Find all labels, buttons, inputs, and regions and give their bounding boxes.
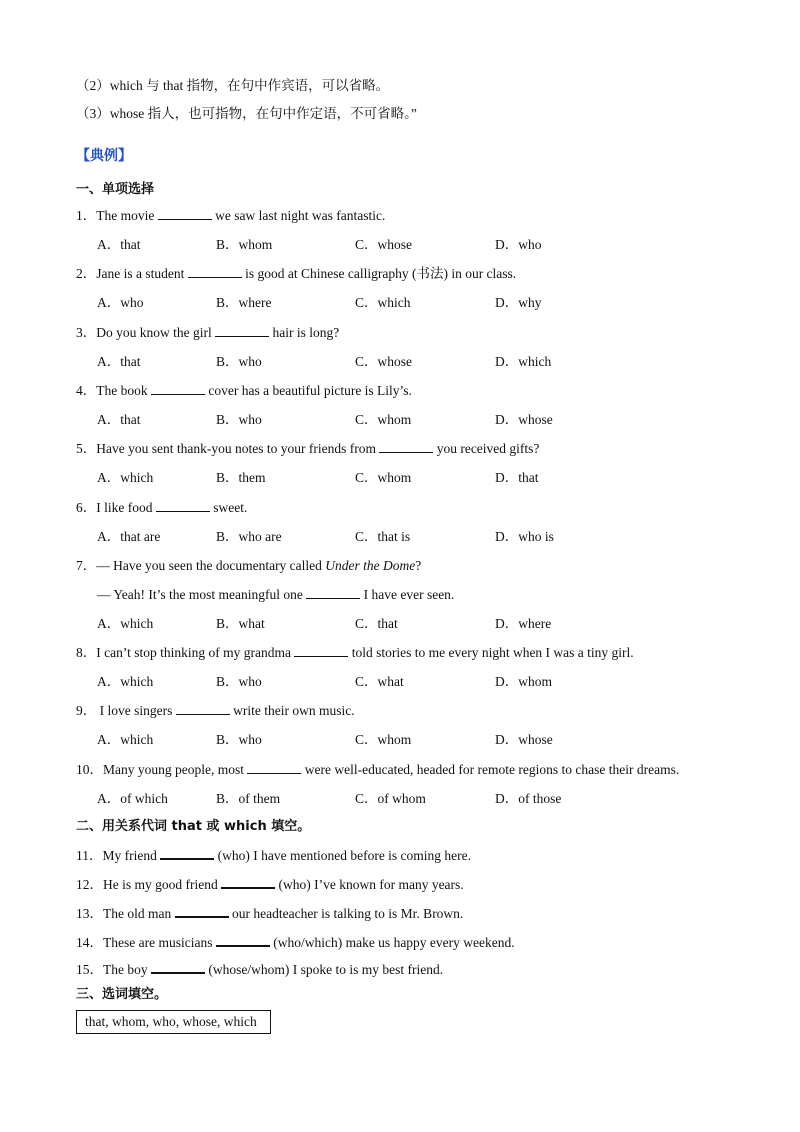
question-text: (who/which) make us happy every weekend. bbox=[269, 935, 515, 950]
option-a[interactable]: A．that bbox=[97, 411, 141, 427]
answer-blank[interactable] bbox=[176, 702, 230, 715]
question-number: 8． bbox=[76, 645, 97, 661]
option-c[interactable]: C．that is bbox=[355, 528, 411, 544]
question-stem bbox=[76, 702, 355, 720]
question-text: Do you know the girl bbox=[96, 324, 216, 340]
option-c[interactable]: C．whose bbox=[355, 237, 412, 252]
answer-blank[interactable] bbox=[188, 265, 242, 278]
question-text: Jane is a student bbox=[96, 266, 188, 282]
question-text: I have ever seen. bbox=[360, 586, 455, 602]
example-label: 【典例】 bbox=[76, 148, 132, 164]
question-number: 5． bbox=[76, 441, 97, 457]
question-text: My friend bbox=[102, 848, 161, 863]
italic-title: Under the Dome bbox=[325, 557, 416, 573]
question-number: 2． bbox=[76, 266, 97, 282]
option-d[interactable]: D．why bbox=[495, 295, 542, 311]
option-b[interactable]: B．what bbox=[216, 615, 265, 631]
question-text: The book bbox=[96, 382, 151, 398]
question-text: I love singers bbox=[96, 703, 176, 719]
option-d[interactable]: D．who is bbox=[495, 528, 554, 544]
fill-in-question bbox=[76, 904, 463, 923]
answer-blank[interactable] bbox=[160, 846, 214, 860]
question-text: hair is long? bbox=[269, 324, 340, 340]
question-stem bbox=[76, 557, 421, 575]
option-d[interactable]: D．that bbox=[495, 470, 539, 486]
question-text: The movie bbox=[96, 208, 158, 223]
question-text: (who) I have mentioned before is coming here. bbox=[214, 848, 472, 863]
answer-blank[interactable] bbox=[158, 207, 212, 220]
option-c[interactable]: C．whose bbox=[355, 353, 412, 369]
question-stem bbox=[76, 207, 385, 225]
question-stem bbox=[76, 382, 412, 400]
answer-blank[interactable] bbox=[379, 440, 433, 453]
option-b[interactable]: B．who bbox=[216, 411, 262, 427]
option-a[interactable]: A．which bbox=[97, 674, 154, 690]
fill-in-question bbox=[76, 960, 443, 979]
section-2-title: 二、用关系代词 that 或 which 填空。 bbox=[76, 819, 311, 834]
word-box: that, whom, who, whose, which bbox=[76, 1010, 271, 1034]
option-d[interactable]: D．whose bbox=[495, 411, 553, 427]
option-c[interactable]: C．of whom bbox=[355, 790, 426, 806]
question-text: our headteacher is talking to is Mr. Brown. bbox=[228, 906, 464, 921]
question-text: The old man bbox=[103, 906, 175, 921]
question-text: He is my good friend bbox=[103, 877, 222, 892]
question-number: 15． bbox=[76, 962, 103, 977]
question-number: 1． bbox=[76, 208, 97, 223]
option-a[interactable]: A．that are bbox=[97, 528, 161, 544]
option-b[interactable]: B．who bbox=[216, 353, 262, 369]
option-a[interactable]: A．that bbox=[97, 237, 141, 252]
question-stem bbox=[97, 586, 454, 604]
section-3-title: 三、选词填空。 bbox=[76, 987, 168, 1002]
option-b[interactable]: B．whom bbox=[216, 237, 273, 252]
option-a[interactable]: A．that bbox=[97, 353, 141, 369]
question-stem bbox=[76, 499, 247, 517]
question-number: 9． bbox=[76, 703, 97, 719]
question-text: told stories to me every night when I was a tiny girl. bbox=[348, 645, 634, 661]
question-text: (whose/whom) I spoke to is my best friend. bbox=[205, 962, 444, 977]
option-c[interactable]: C．whom bbox=[355, 470, 412, 486]
question-stem bbox=[76, 440, 539, 458]
answer-blank[interactable] bbox=[247, 761, 301, 774]
option-a[interactable]: A．which bbox=[97, 732, 154, 748]
answer-blank[interactable] bbox=[306, 586, 360, 599]
option-c[interactable]: C．whom bbox=[355, 732, 412, 748]
question-text: — Yeah! It’s the most meaningful one bbox=[97, 586, 307, 602]
fill-in-question bbox=[76, 846, 471, 865]
answer-blank[interactable] bbox=[151, 382, 205, 395]
option-d[interactable]: D．who bbox=[495, 237, 542, 252]
option-d[interactable]: D．where bbox=[495, 615, 552, 631]
rule-2: （2）which 与 that 指物，在句中作宾语，可以省略。 bbox=[76, 78, 390, 93]
question-text: we saw last night was fantastic. bbox=[211, 208, 386, 223]
option-b[interactable]: B．where bbox=[216, 295, 272, 311]
option-b[interactable]: B．who are bbox=[216, 528, 282, 544]
question-text: Have you sent thank-you notes to your friends from bbox=[96, 441, 380, 457]
question-stem bbox=[76, 761, 679, 779]
question-text: sweet. bbox=[209, 499, 248, 515]
option-a[interactable]: A．who bbox=[97, 295, 144, 311]
answer-blank[interactable] bbox=[215, 324, 269, 337]
option-b[interactable]: B．who bbox=[216, 674, 262, 690]
answer-blank[interactable] bbox=[221, 875, 275, 889]
question-text: ? bbox=[415, 557, 422, 573]
question-text: cover has a beautiful picture is Lily’s. bbox=[205, 382, 412, 398]
option-b[interactable]: B．who bbox=[216, 732, 262, 748]
question-text: write their own music. bbox=[229, 703, 355, 719]
question-number: 10． bbox=[76, 761, 103, 777]
answer-blank[interactable] bbox=[294, 644, 348, 657]
question-text: — Have you seen the documentary called bbox=[96, 557, 326, 573]
question-text: I like food bbox=[96, 499, 156, 515]
question-text: you received gifts? bbox=[433, 441, 540, 457]
question-text: Many young people, most bbox=[103, 761, 248, 777]
question-text: These are musicians bbox=[103, 935, 216, 950]
question-text: were well-educated, headed for remote regions to chase their dreams. bbox=[301, 761, 680, 777]
rule-3: （3）whose 指人，也可指物，在句中作定语，不可省略。” bbox=[76, 106, 417, 121]
option-c[interactable]: C．that bbox=[355, 615, 398, 631]
question-text: is good at Chinese calligraphy (书法) in our class. bbox=[241, 266, 517, 282]
fill-in-question bbox=[76, 933, 515, 952]
question-text: (who) I’ve known for many years. bbox=[275, 877, 464, 892]
answer-blank[interactable] bbox=[175, 904, 229, 918]
fill-in-question bbox=[76, 875, 464, 894]
option-c[interactable]: C．which bbox=[355, 295, 411, 311]
section-1-title: 一、单项选择 bbox=[76, 182, 155, 197]
option-c[interactable]: C．whom bbox=[355, 411, 412, 427]
question-number: 11． bbox=[76, 848, 103, 863]
option-a[interactable]: A．which bbox=[97, 470, 154, 486]
option-d[interactable]: D．which bbox=[495, 353, 552, 369]
question-stem bbox=[76, 644, 634, 662]
option-d[interactable]: D．whom bbox=[495, 674, 552, 690]
question-text: The boy bbox=[103, 962, 151, 977]
answer-blank[interactable] bbox=[216, 933, 270, 947]
option-b[interactable]: B．them bbox=[216, 470, 266, 486]
answer-blank[interactable] bbox=[156, 499, 210, 512]
question-number: 14． bbox=[76, 935, 103, 950]
option-c[interactable]: C．what bbox=[355, 674, 404, 690]
question-stem bbox=[76, 324, 339, 342]
option-d[interactable]: D．whose bbox=[495, 732, 553, 748]
option-a[interactable]: A．of which bbox=[97, 790, 168, 806]
answer-blank[interactable] bbox=[151, 960, 205, 974]
question-number: 3． bbox=[76, 324, 97, 340]
question-number: 7． bbox=[76, 557, 97, 573]
question-number: 13． bbox=[76, 906, 103, 921]
question-number: 6． bbox=[76, 499, 97, 515]
option-b[interactable]: B．of them bbox=[216, 790, 281, 806]
option-d[interactable]: D．of those bbox=[495, 790, 562, 806]
question-stem bbox=[76, 265, 516, 283]
question-number: 4． bbox=[76, 382, 97, 398]
question-number: 12． bbox=[76, 877, 103, 892]
question-text: I can’t stop thinking of my grandma bbox=[96, 645, 295, 661]
option-a[interactable]: A．which bbox=[97, 615, 154, 631]
